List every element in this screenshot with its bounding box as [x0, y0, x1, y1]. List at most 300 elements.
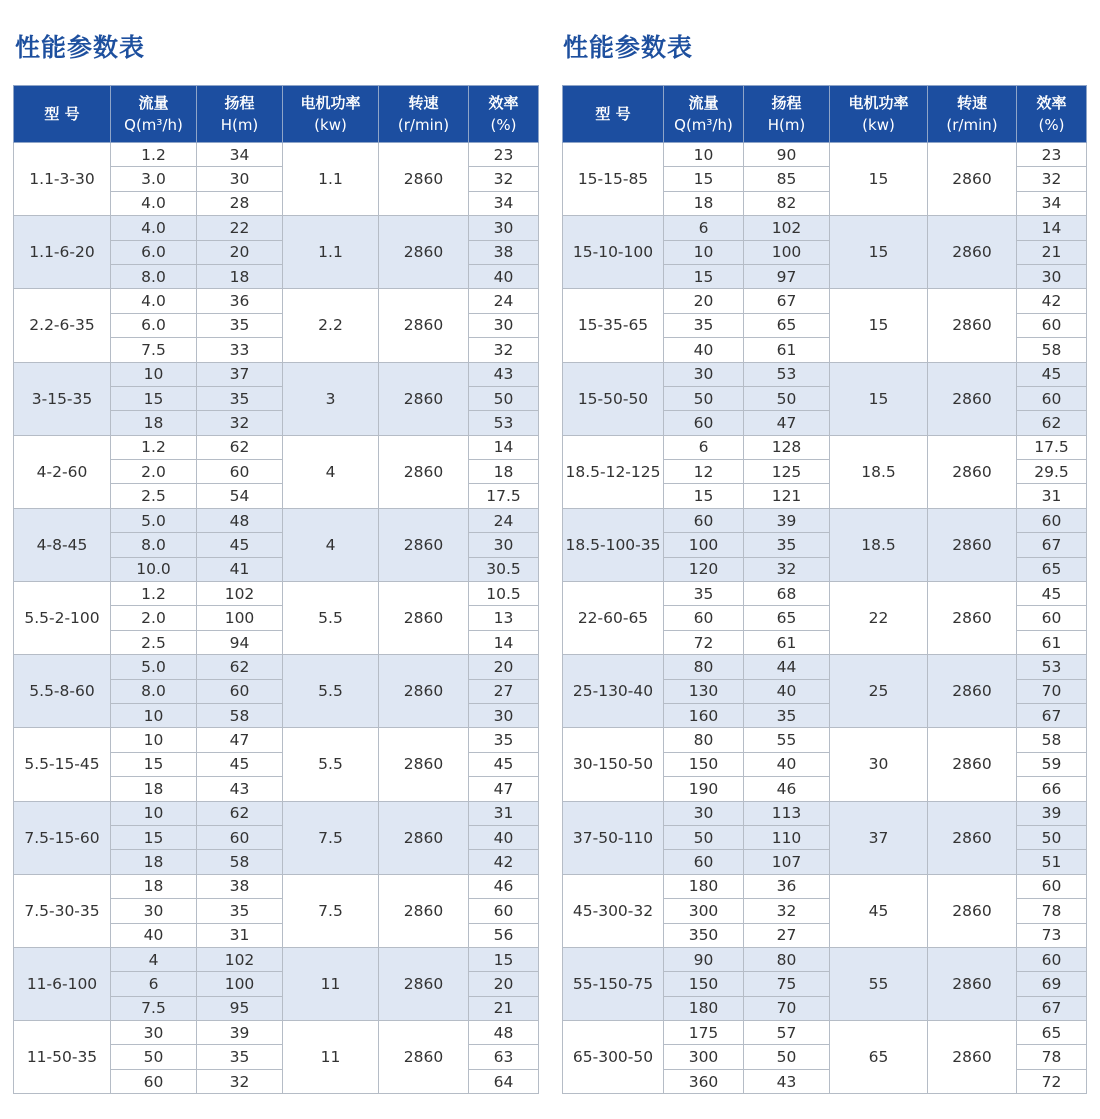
head-cell: 60 [197, 825, 283, 849]
model-cell: 65-300-50 [563, 1021, 664, 1094]
head-cell: 61 [744, 630, 830, 654]
head-cell: 35 [197, 899, 283, 923]
power-cell: 15 [830, 362, 928, 435]
efficiency-cell: 53 [469, 411, 539, 435]
efficiency-cell: 42 [469, 850, 539, 874]
power-cell: 15 [830, 143, 928, 216]
flow-cell: 30 [111, 1021, 197, 1045]
efficiency-cell: 60 [1017, 606, 1087, 630]
speed-cell: 2860 [928, 508, 1017, 581]
speed-cell: 2860 [928, 1021, 1017, 1094]
head-cell: 22 [197, 216, 283, 240]
table-row [563, 874, 1087, 898]
flow-cell: 4.0 [111, 191, 197, 215]
header-label: 电机功率 [300, 94, 361, 112]
flow-cell: 5.0 [111, 508, 197, 532]
model-cell: 3-15-35 [14, 362, 111, 435]
flow-cell: 10 [111, 801, 197, 825]
efficiency-cell: 42 [1017, 289, 1087, 313]
head-cell: 60 [197, 679, 283, 703]
table-row [563, 728, 1087, 752]
head-cell: 35 [197, 386, 283, 410]
efficiency-cell: 23 [469, 143, 539, 167]
head-cell: 82 [744, 191, 830, 215]
efficiency-cell: 31 [469, 801, 539, 825]
flow-cell: 18 [664, 191, 744, 215]
table-row [14, 362, 539, 386]
efficiency-cell: 14 [1017, 216, 1087, 240]
model-cell: 25-130-40 [563, 655, 664, 728]
flow-cell: 8.0 [111, 264, 197, 288]
flow-cell: 6 [111, 972, 197, 996]
table-row [563, 508, 1087, 532]
head-cell: 35 [197, 1045, 283, 1069]
efficiency-cell: 20 [469, 972, 539, 996]
efficiency-cell: 30.5 [469, 557, 539, 581]
flow-cell: 180 [664, 874, 744, 898]
efficiency-cell: 30 [469, 313, 539, 337]
efficiency-cell: 30 [469, 703, 539, 727]
efficiency-cell: 60 [1017, 508, 1087, 532]
head-cell: 38 [197, 874, 283, 898]
head-cell: 55 [744, 728, 830, 752]
flow-cell: 180 [664, 996, 744, 1020]
power-cell: 5.5 [283, 582, 379, 655]
model-cell: 37-50-110 [563, 801, 664, 874]
head-cell: 36 [744, 874, 830, 898]
efficiency-cell: 58 [1017, 338, 1087, 362]
flow-cell: 2.0 [111, 606, 197, 630]
flow-cell: 10.0 [111, 557, 197, 581]
efficiency-cell: 45 [469, 752, 539, 776]
efficiency-cell: 50 [1017, 825, 1087, 849]
header-label: 效率 [488, 94, 519, 112]
header-unit: (r/min) [397, 116, 450, 134]
head-cell: 70 [744, 996, 830, 1020]
flow-cell: 12 [664, 460, 744, 484]
efficiency-cell: 69 [1017, 972, 1087, 996]
head-cell: 30 [197, 167, 283, 191]
head-cell: 18 [197, 264, 283, 288]
head-cell: 36 [197, 289, 283, 313]
table-row [563, 435, 1087, 459]
flow-cell: 300 [664, 899, 744, 923]
header-efficiency [469, 86, 539, 143]
model-cell: 11-50-35 [14, 1021, 111, 1094]
efficiency-cell: 13 [469, 606, 539, 630]
table-row [14, 947, 539, 971]
head-cell: 102 [744, 216, 830, 240]
efficiency-cell: 32 [1017, 167, 1087, 191]
head-cell: 125 [744, 460, 830, 484]
flow-cell: 80 [664, 728, 744, 752]
efficiency-cell: 60 [1017, 386, 1087, 410]
speed-cell: 2860 [379, 435, 469, 508]
head-cell: 35 [744, 703, 830, 727]
head-cell: 47 [744, 411, 830, 435]
table-row [14, 508, 539, 532]
model-cell: 22-60-65 [563, 582, 664, 655]
power-cell: 2.2 [283, 289, 379, 362]
flow-cell: 60 [664, 850, 744, 874]
head-cell: 62 [197, 801, 283, 825]
flow-cell: 150 [664, 752, 744, 776]
efficiency-cell: 38 [469, 240, 539, 264]
head-cell: 67 [744, 289, 830, 313]
model-cell: 11-6-100 [14, 947, 111, 1020]
flow-cell: 60 [664, 606, 744, 630]
flow-cell: 40 [111, 923, 197, 947]
efficiency-cell: 60 [1017, 313, 1087, 337]
flow-cell: 50 [664, 386, 744, 410]
model-cell: 4-8-45 [14, 508, 111, 581]
flow-cell: 35 [664, 582, 744, 606]
model-cell: 4-2-60 [14, 435, 111, 508]
model-cell: 7.5-15-60 [14, 801, 111, 874]
flow-cell: 1.2 [111, 143, 197, 167]
flow-cell: 15 [664, 484, 744, 508]
flow-cell: 18 [111, 777, 197, 801]
efficiency-cell: 60 [1017, 947, 1087, 971]
efficiency-cell: 27 [469, 679, 539, 703]
flow-cell: 80 [664, 655, 744, 679]
power-cell: 4 [283, 435, 379, 508]
header-unit: (r/min) [946, 116, 998, 134]
flow-cell: 8.0 [111, 679, 197, 703]
efficiency-cell: 64 [469, 1069, 539, 1093]
efficiency-cell: 40 [469, 264, 539, 288]
flow-cell: 18 [111, 874, 197, 898]
header-label: 扬程 [771, 94, 802, 112]
head-cell: 35 [744, 533, 830, 557]
table-row [14, 143, 539, 167]
table-row [14, 874, 539, 898]
model-cell: 7.5-30-35 [14, 874, 111, 947]
flow-cell: 4 [111, 947, 197, 971]
flow-cell: 18 [111, 850, 197, 874]
efficiency-cell: 18 [469, 460, 539, 484]
model-cell: 5.5-2-100 [14, 582, 111, 655]
power-cell: 65 [830, 1021, 928, 1094]
flow-cell: 2.5 [111, 630, 197, 654]
table-row [14, 289, 539, 313]
efficiency-cell: 47 [469, 777, 539, 801]
efficiency-cell: 78 [1017, 899, 1087, 923]
efficiency-cell: 30 [469, 216, 539, 240]
efficiency-cell: 17.5 [469, 484, 539, 508]
power-cell: 37 [830, 801, 928, 874]
header-label: 型 号 [44, 105, 80, 123]
flow-cell: 10 [664, 143, 744, 167]
head-cell: 39 [197, 1021, 283, 1045]
header-speed [379, 86, 469, 143]
header-model [563, 86, 664, 143]
header-unit: (%) [490, 116, 517, 134]
table-row [563, 143, 1087, 167]
head-cell: 62 [197, 655, 283, 679]
flow-cell: 15 [111, 752, 197, 776]
head-cell: 28 [197, 191, 283, 215]
power-cell: 11 [283, 947, 379, 1020]
head-cell: 37 [197, 362, 283, 386]
power-cell: 18.5 [830, 508, 928, 581]
flow-cell: 10 [111, 703, 197, 727]
head-cell: 107 [744, 850, 830, 874]
efficiency-cell: 23 [1017, 143, 1087, 167]
speed-cell: 2860 [379, 216, 469, 289]
power-cell: 15 [830, 216, 928, 289]
efficiency-cell: 21 [1017, 240, 1087, 264]
head-cell: 20 [197, 240, 283, 264]
efficiency-cell: 63 [469, 1045, 539, 1069]
model-cell: 5.5-15-45 [14, 728, 111, 801]
speed-cell: 2860 [379, 143, 469, 216]
head-cell: 35 [197, 313, 283, 337]
power-cell: 22 [830, 582, 928, 655]
efficiency-cell: 60 [469, 899, 539, 923]
flow-cell: 15 [111, 386, 197, 410]
table-row [14, 1021, 539, 1045]
efficiency-cell: 66 [1017, 777, 1087, 801]
efficiency-cell: 51 [1017, 850, 1087, 874]
table-row [14, 582, 539, 606]
efficiency-cell: 15 [469, 947, 539, 971]
speed-cell: 2860 [928, 143, 1017, 216]
flow-cell: 60 [111, 1069, 197, 1093]
head-cell: 32 [744, 557, 830, 581]
speed-cell: 2860 [928, 362, 1017, 435]
flow-cell: 350 [664, 923, 744, 947]
power-cell: 15 [830, 289, 928, 362]
flow-cell: 60 [664, 508, 744, 532]
table-row [14, 655, 539, 679]
flow-cell: 50 [111, 1045, 197, 1069]
efficiency-cell: 60 [1017, 874, 1087, 898]
flow-cell: 15 [111, 825, 197, 849]
efficiency-cell: 50 [469, 386, 539, 410]
head-cell: 61 [744, 338, 830, 362]
head-cell: 48 [197, 508, 283, 532]
flow-cell: 2.5 [111, 484, 197, 508]
head-cell: 94 [197, 630, 283, 654]
table-row [14, 216, 539, 240]
efficiency-cell: 40 [469, 825, 539, 849]
header-label: 流量 [688, 94, 719, 112]
head-cell: 33 [197, 338, 283, 362]
efficiency-cell: 10.5 [469, 582, 539, 606]
flow-cell: 20 [664, 289, 744, 313]
flow-cell: 6.0 [111, 313, 197, 337]
header-row [563, 86, 1087, 143]
efficiency-cell: 65 [1017, 557, 1087, 581]
flow-cell: 130 [664, 679, 744, 703]
model-cell: 1.1-3-30 [14, 143, 111, 216]
table-row [563, 362, 1087, 386]
head-cell: 45 [197, 533, 283, 557]
flow-cell: 15 [664, 264, 744, 288]
flow-cell: 10 [111, 362, 197, 386]
speed-cell: 2860 [928, 947, 1017, 1020]
flow-cell: 300 [664, 1045, 744, 1069]
efficiency-cell: 29.5 [1017, 460, 1087, 484]
head-cell: 100 [197, 972, 283, 996]
flow-cell: 72 [664, 630, 744, 654]
header-unit: H(m) [220, 116, 259, 134]
head-cell: 45 [197, 752, 283, 776]
performance-table-left [13, 85, 539, 1094]
header-label: 型 号 [595, 105, 631, 123]
header-model [14, 86, 111, 143]
header-head [744, 86, 830, 143]
header-unit: Q(m³/h) [124, 116, 183, 134]
table-row [563, 801, 1087, 825]
flow-cell: 100 [664, 533, 744, 557]
head-cell: 34 [197, 143, 283, 167]
efficiency-cell: 32 [469, 338, 539, 362]
speed-cell: 2860 [379, 362, 469, 435]
head-cell: 75 [744, 972, 830, 996]
flow-cell: 6 [664, 216, 744, 240]
head-cell: 80 [744, 947, 830, 971]
efficiency-cell: 48 [469, 1021, 539, 1045]
header-motor-power [830, 86, 928, 143]
speed-cell: 2860 [379, 508, 469, 581]
model-cell: 30-150-50 [563, 728, 664, 801]
header-head [197, 86, 283, 143]
head-cell: 62 [197, 435, 283, 459]
header-label: 转速 [956, 94, 987, 112]
speed-cell: 2860 [379, 947, 469, 1020]
head-cell: 90 [744, 143, 830, 167]
header-label: 流量 [138, 94, 169, 112]
efficiency-cell: 39 [1017, 801, 1087, 825]
flow-cell: 60 [664, 411, 744, 435]
head-cell: 57 [744, 1021, 830, 1045]
model-cell: 15-15-85 [563, 143, 664, 216]
flow-cell: 30 [664, 362, 744, 386]
model-cell: 15-35-65 [563, 289, 664, 362]
flow-cell: 6.0 [111, 240, 197, 264]
table-row [563, 947, 1087, 971]
efficiency-cell: 35 [469, 728, 539, 752]
head-cell: 39 [744, 508, 830, 532]
header-speed [928, 86, 1017, 143]
flow-cell: 50 [664, 825, 744, 849]
efficiency-cell: 73 [1017, 923, 1087, 947]
power-cell: 4 [283, 508, 379, 581]
model-cell: 5.5-8-60 [14, 655, 111, 728]
power-cell: 1.1 [283, 216, 379, 289]
efficiency-cell: 67 [1017, 533, 1087, 557]
flow-cell: 5.0 [111, 655, 197, 679]
power-cell: 18.5 [830, 435, 928, 508]
table-row [563, 582, 1087, 606]
model-cell: 18.5-100-35 [563, 508, 664, 581]
head-cell: 85 [744, 167, 830, 191]
header-flow [664, 86, 744, 143]
efficiency-cell: 45 [1017, 362, 1087, 386]
table-row [14, 435, 539, 459]
flow-cell: 7.5 [111, 996, 197, 1020]
header-row [14, 86, 539, 143]
model-cell: 18.5-12-125 [563, 435, 664, 508]
flow-cell: 150 [664, 972, 744, 996]
table-row [563, 1021, 1087, 1045]
model-cell: 2.2-6-35 [14, 289, 111, 362]
head-cell: 32 [197, 1069, 283, 1093]
table-row [14, 801, 539, 825]
header-label: 电机功率 [848, 94, 909, 112]
head-cell: 58 [197, 850, 283, 874]
speed-cell: 2860 [928, 655, 1017, 728]
head-cell: 110 [744, 825, 830, 849]
head-cell: 44 [744, 655, 830, 679]
efficiency-cell: 32 [469, 167, 539, 191]
head-cell: 54 [197, 484, 283, 508]
flow-cell: 15 [664, 167, 744, 191]
efficiency-cell: 65 [1017, 1021, 1087, 1045]
efficiency-cell: 24 [469, 508, 539, 532]
speed-cell: 2860 [379, 289, 469, 362]
header-unit: (kw) [862, 116, 895, 134]
efficiency-cell: 31 [1017, 484, 1087, 508]
head-cell: 40 [744, 752, 830, 776]
head-cell: 113 [744, 801, 830, 825]
model-cell: 45-300-32 [563, 874, 664, 947]
efficiency-cell: 30 [1017, 264, 1087, 288]
flow-cell: 7.5 [111, 338, 197, 362]
header-unit: (%) [1038, 116, 1065, 134]
head-cell: 50 [744, 386, 830, 410]
header-unit: (kw) [314, 116, 347, 134]
flow-cell: 18 [111, 411, 197, 435]
header-flow [111, 86, 197, 143]
efficiency-cell: 14 [469, 630, 539, 654]
head-cell: 128 [744, 435, 830, 459]
flow-cell: 90 [664, 947, 744, 971]
speed-cell: 2860 [928, 435, 1017, 508]
efficiency-cell: 34 [469, 191, 539, 215]
head-cell: 46 [744, 777, 830, 801]
table-row [563, 289, 1087, 313]
head-cell: 102 [197, 947, 283, 971]
speed-cell: 2860 [379, 728, 469, 801]
efficiency-cell: 67 [1017, 996, 1087, 1020]
header-motor-power [283, 86, 379, 143]
speed-cell: 2860 [379, 801, 469, 874]
power-cell: 7.5 [283, 801, 379, 874]
power-cell: 5.5 [283, 728, 379, 801]
head-cell: 47 [197, 728, 283, 752]
model-cell: 55-150-75 [563, 947, 664, 1020]
efficiency-cell: 61 [1017, 630, 1087, 654]
head-cell: 65 [744, 313, 830, 337]
head-cell: 27 [744, 923, 830, 947]
speed-cell: 2860 [379, 874, 469, 947]
head-cell: 43 [197, 777, 283, 801]
efficiency-cell: 62 [1017, 411, 1087, 435]
header-unit: H(m) [767, 116, 806, 134]
head-cell: 40 [744, 679, 830, 703]
flow-cell: 4.0 [111, 289, 197, 313]
head-cell: 58 [197, 703, 283, 727]
head-cell: 65 [744, 606, 830, 630]
power-cell: 55 [830, 947, 928, 1020]
head-cell: 97 [744, 264, 830, 288]
efficiency-cell: 53 [1017, 655, 1087, 679]
speed-cell: 2860 [928, 582, 1017, 655]
efficiency-cell: 34 [1017, 191, 1087, 215]
